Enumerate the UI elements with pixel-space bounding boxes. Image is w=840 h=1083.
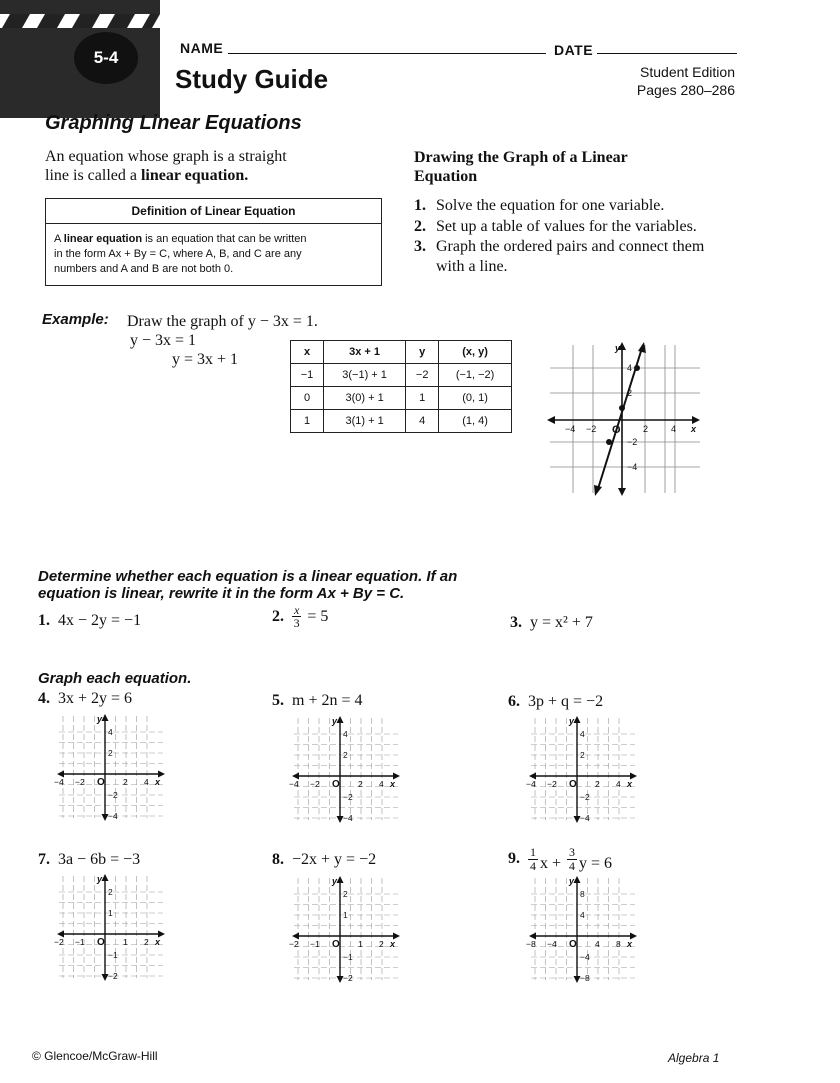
y-axis-label: y (332, 876, 338, 886)
table-cell: 1 (291, 410, 324, 433)
x-axis-label: x (155, 777, 161, 787)
line-arrow-icon (594, 485, 602, 496)
fraction-numerator: 3 (569, 844, 576, 859)
graph-instruction: Graph each equation. (38, 670, 192, 687)
problem-7 (38, 851, 140, 869)
y-tick-label: −4 (343, 813, 353, 823)
y-axis-arrow-icon (337, 876, 344, 883)
y-tick-label: 1 (108, 908, 113, 918)
y-tick-label: −4 (580, 813, 590, 823)
x-tick-label: −2 (586, 424, 597, 434)
def-text: A (54, 233, 64, 245)
example-step-2: y = 3x + 1 (172, 351, 239, 368)
y-tick-label: −2 (108, 790, 118, 800)
fraction-denominator: 4 (569, 858, 576, 873)
y-axis-label: y (569, 716, 575, 726)
y-tick-label: −2 (627, 437, 638, 447)
problem-number: 9. (508, 850, 520, 867)
x-tick-label: 2 (379, 939, 384, 949)
y-tick-label: 4 (343, 729, 348, 739)
table-header-row (291, 341, 512, 364)
fraction-denominator: 4 (530, 858, 536, 873)
course-name: Algebra 1 (668, 1051, 720, 1065)
y-tick-label: 2 (108, 887, 113, 897)
problem-number: 6. (508, 693, 520, 710)
x-tick-label: −2 (547, 779, 557, 789)
x-tick-label: 4 (671, 424, 677, 434)
def-term: linear equation (63, 233, 143, 245)
fraction-denominator: 3 (293, 616, 300, 630)
table-cell: −1 (291, 364, 324, 387)
y-axis-arrow-icon (337, 716, 344, 723)
step-item (414, 237, 744, 276)
y-tick-label: 2 (343, 889, 348, 899)
step-item (414, 196, 744, 216)
coordinate-grid[interactable] (290, 714, 402, 824)
y-axis-label: y (97, 874, 103, 884)
x-tick-label: 4 (379, 779, 384, 789)
date-field[interactable] (597, 53, 737, 54)
drawing-steps (414, 148, 744, 277)
x-tick-label: 4 (595, 939, 600, 949)
x-tick-label: 2 (643, 424, 649, 434)
problem-8 (272, 851, 376, 869)
origin-label: O (612, 424, 621, 436)
x-tick-label: −4 (54, 777, 64, 787)
determine-instructions (38, 568, 558, 602)
example-step-1: y − 3x = 1 (130, 332, 197, 349)
origin-label: O (332, 779, 340, 790)
problem-number: 5. (272, 692, 284, 709)
y-axis-label: y (615, 343, 621, 353)
lesson-number-badge: 5-4 (74, 32, 138, 84)
y-tick-label: −4 (627, 462, 638, 472)
problem-4 (38, 690, 132, 708)
definition-line-2: in the form Ax + By = C, where A, B, and C are any (54, 248, 302, 260)
y-tick-label: −8 (580, 973, 590, 983)
definition-line-1 (54, 232, 373, 247)
line-arrow-icon (638, 342, 646, 353)
instruction-line: Determine whether each equation is a linear equation. If an (38, 568, 458, 585)
problem-number: 1. (38, 612, 50, 629)
table-header: (x, y) (439, 341, 512, 364)
drawing-title-2: Equation (414, 168, 478, 185)
problem-5 (272, 692, 363, 710)
name-label: NAME (180, 40, 224, 56)
table-row (291, 364, 512, 387)
y-axis-arrow-icon (102, 714, 109, 721)
problem-6 (508, 693, 603, 711)
x-tick-label: 2 (123, 777, 128, 787)
y-tick-label: −4 (580, 952, 590, 962)
drawing-title-1: Drawing the Graph of a Linear (414, 149, 628, 166)
x-tick-label: −4 (526, 779, 536, 789)
x-tick-label: −2 (310, 779, 320, 789)
date-label: DATE (554, 42, 594, 58)
fraction (567, 846, 577, 873)
origin-label: O (332, 939, 340, 950)
problem-2 (272, 604, 328, 629)
x-axis-label: x (390, 779, 396, 789)
definition-line-3: numbers and A and B are not both 0. (54, 263, 234, 275)
x-axis-arrow-icon (692, 416, 700, 424)
problem-equation: m + 2n = 4 (292, 692, 363, 709)
problem-term: x + (540, 855, 562, 872)
origin-label: O (97, 937, 105, 948)
origin-label: O (97, 777, 105, 788)
step-text: Set up a table of values for the variables. (436, 217, 697, 235)
x-tick-label: −2 (75, 777, 85, 787)
fraction (292, 604, 301, 629)
step-text: Solve the equation for one variable. (436, 197, 665, 214)
y-axis-arrow-icon (574, 716, 581, 723)
y-axis-arrow-icon (574, 876, 581, 883)
table-cell: (−1, −2) (439, 364, 512, 387)
problem-number: 2. (272, 607, 284, 625)
y-axis-label: y (569, 876, 575, 886)
table-cell: 1 (406, 387, 439, 410)
copyright: © Glencoe/McGraw-Hill (32, 1049, 158, 1063)
example-graph (545, 340, 705, 498)
problem-equation: 4x − 2y = −1 (58, 612, 142, 629)
problem-equation: −2x + y = −2 (292, 851, 377, 868)
x-axis-arrow-icon (547, 416, 555, 424)
edition-line-1: Student Edition (640, 64, 735, 80)
step-number: 2. (414, 217, 426, 235)
table-cell: 4 (406, 410, 439, 433)
name-field[interactable] (228, 53, 546, 54)
problem-9 (508, 845, 612, 873)
plotted-point (634, 365, 640, 371)
instruction-line: equation is linear, rewrite it in the form Ax + By = C. (38, 585, 405, 602)
coordinate-grid[interactable] (527, 874, 639, 984)
problem-1 (38, 612, 141, 630)
table-cell: 3(0) + 1 (324, 387, 406, 410)
fraction-numerator: 1 (530, 844, 536, 859)
y-tick-label: −2 (580, 792, 590, 802)
intro-text: line is called a (45, 167, 141, 184)
x-tick-label: 4 (616, 779, 621, 789)
y-tick-label: 4 (580, 910, 585, 920)
x-tick-label: −4 (547, 939, 557, 949)
problem-equation: 3x + 2y = 6 (58, 690, 133, 707)
plotted-point (606, 439, 612, 445)
intro-line-2 (45, 166, 385, 185)
problem-term: y = 6 (579, 855, 613, 872)
table-cell: 0 (291, 387, 324, 410)
x-axis-label: x (627, 939, 633, 949)
problem-number: 3. (510, 614, 522, 631)
y-tick-label: 2 (108, 748, 113, 758)
graph-grid (550, 345, 700, 493)
y-tick-label: 4 (108, 727, 113, 737)
x-tick-label: 8 (616, 939, 621, 949)
problem-equation: y = x² + 7 (530, 614, 593, 631)
example-label: Example: (42, 311, 109, 328)
x-tick-label: 1 (358, 939, 363, 949)
plotted-point (619, 405, 625, 411)
table-row (291, 410, 512, 433)
table-cell: (0, 1) (439, 387, 512, 410)
fraction (528, 846, 538, 873)
step-number: 1. (414, 197, 426, 214)
x-tick-label: −1 (75, 937, 85, 947)
x-tick-label: −2 (54, 937, 64, 947)
table-cell: −2 (406, 364, 439, 387)
table-cell: 3(1) + 1 (324, 410, 406, 433)
origin-label: O (569, 779, 577, 790)
x-tick-label: −8 (526, 939, 536, 949)
y-tick-label: 1 (343, 910, 348, 920)
x-tick-label: −2 (289, 939, 299, 949)
table-row (291, 387, 512, 410)
definition-body (46, 224, 381, 277)
origin-label: O (569, 939, 577, 950)
y-tick-label: 4 (627, 363, 633, 373)
x-axis-label: x (155, 937, 161, 947)
definition-heading: Definition of Linear Equation (46, 199, 381, 224)
intro-line-1: An equation whose graph is a straight (45, 148, 287, 165)
example-prompt: Draw the graph of y − 3x = 1. (127, 313, 318, 330)
y-tick-label: 2 (580, 750, 585, 760)
intro-paragraph (45, 147, 385, 185)
x-tick-label: 4 (144, 777, 149, 787)
problem-equation: = 5 (307, 607, 329, 625)
x-tick-label: 2 (144, 937, 149, 947)
coordinate-grid[interactable] (290, 874, 402, 984)
problem-number: 7. (38, 851, 50, 868)
table-header: 3x + 1 (324, 341, 406, 364)
x-axis-label: x (390, 939, 396, 949)
y-tick-label: 2 (627, 388, 633, 398)
y-axis-label: y (332, 716, 338, 726)
step-number: 3. (414, 238, 426, 255)
y-tick-label: −4 (108, 811, 118, 821)
x-tick-label: 1 (123, 937, 128, 947)
problem-number: 8. (272, 851, 284, 868)
intro-term: linear equation. (140, 167, 249, 184)
def-text: is an equation that can be written (142, 233, 307, 245)
problem-equation: 3a − 6b = −3 (58, 851, 141, 868)
edition-line-2: Pages 280–286 (636, 82, 735, 98)
x-tick-label: −4 (289, 779, 299, 789)
table-cell: (1, 4) (439, 410, 512, 433)
y-tick-label: 2 (343, 750, 348, 760)
y-tick-label: −1 (343, 952, 353, 962)
y-axis-label: y (97, 714, 103, 724)
x-tick-label: −1 (310, 939, 320, 949)
x-tick-label: 2 (358, 779, 363, 789)
table-header: y (406, 341, 439, 364)
x-tick-label: −4 (565, 424, 576, 434)
definition-box (45, 198, 382, 286)
section-title: Graphing Linear Equations (45, 112, 302, 134)
table-header: x (291, 341, 324, 364)
example-table (290, 340, 512, 433)
step-text: Graph the ordered pairs and connect them with a line. (436, 238, 705, 275)
y-tick-label: −1 (108, 950, 118, 960)
x-tick-label: 2 (595, 779, 600, 789)
fraction-numerator: x (294, 603, 300, 617)
y-axis-arrow-icon (618, 488, 626, 496)
coordinate-grid[interactable] (55, 872, 167, 982)
problem-3 (510, 614, 593, 632)
y-tick-label: 4 (580, 729, 585, 739)
y-axis-arrow-icon (102, 874, 109, 881)
page-title: Study Guide (175, 64, 329, 94)
step-item (414, 217, 744, 237)
y-tick-label: 8 (580, 889, 585, 899)
y-tick-label: −2 (108, 971, 118, 981)
coordinate-grid[interactable] (527, 714, 639, 824)
y-tick-label: −2 (343, 973, 353, 983)
coordinate-grid[interactable] (55, 712, 167, 822)
clapperboard-icon (0, 14, 160, 28)
problem-number: 4. (38, 690, 50, 707)
problem-equation: 3p + q = −2 (528, 693, 604, 710)
table-cell: 3(−1) + 1 (324, 364, 406, 387)
y-tick-label: −2 (343, 792, 353, 802)
x-axis-label: x (691, 424, 697, 434)
x-axis-label: x (627, 779, 633, 789)
